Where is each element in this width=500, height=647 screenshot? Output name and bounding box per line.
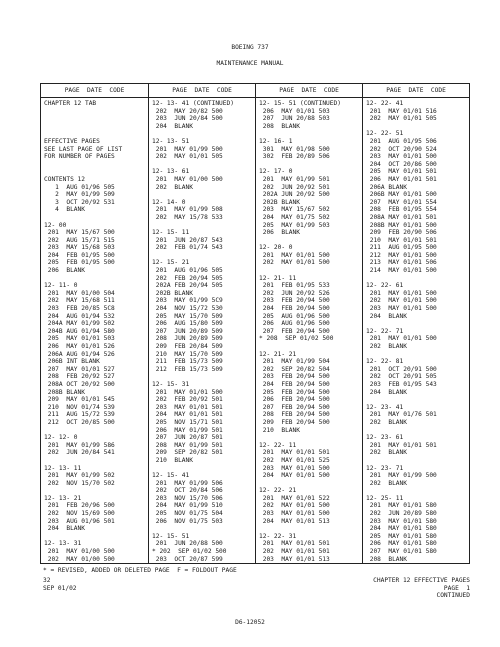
entry-line: 201 MAY 01/01 501 <box>259 540 330 548</box>
entry-line: 207 JUN 20/88 503 <box>259 115 330 123</box>
entry-line: 203 FEB 20/94 500 <box>259 297 330 305</box>
entry-line <box>366 487 468 495</box>
entry-line: 203 JUN 20/84 500 <box>152 115 223 123</box>
entry-line: 201 MAY 01/01 500 <box>152 388 223 396</box>
entry-line: 208 MAY 01/99 501 <box>152 441 223 449</box>
table-column-1 <box>41 84 148 563</box>
entry-line <box>152 252 254 260</box>
entry-line <box>152 161 254 169</box>
entry-line: 12- 25- 11 <box>366 494 404 502</box>
entry-line: 12- 15- 21 <box>152 259 190 267</box>
entry-line: 204 BLANK <box>366 312 407 320</box>
entry-line: 203 MAY 01/01 580 <box>366 517 437 525</box>
entry-line: 204 BLANK <box>44 525 85 533</box>
entry-line: 204 OCT 20/86 500 <box>366 160 437 168</box>
entry-line: 12- 23- 41 <box>366 403 404 411</box>
entry-line: 203 MAY 01/99 5C9 <box>152 297 223 305</box>
entry-line: 206 AUG 15/80 509 <box>152 320 223 328</box>
manual-title: BOEING 737 <box>231 44 269 51</box>
entry-line: 202 OCT 20/90 524 <box>366 145 437 153</box>
entry-line: 12- 22- 81 <box>366 358 404 366</box>
entry-line: 202 MAY 01/01 505 <box>366 115 437 123</box>
entry-line: 202 MAY 01/00 500 <box>44 555 115 563</box>
entry-line: 201 MAY 01/01 501 <box>259 449 330 457</box>
entry-line: 12- 22- 51 <box>366 130 404 138</box>
entry-line <box>44 275 147 283</box>
entry-line: 201 MAY 01/99 506 <box>152 479 223 487</box>
entry-line: 205 FEB 20/94 500 <box>259 388 330 396</box>
entry-line: 202 FEB 01/74 543 <box>152 244 223 252</box>
entry-line <box>44 130 147 138</box>
entry-line: 201 MAY 15/67 500 <box>44 229 115 237</box>
entry-line: 204 FEB 20/94 500 <box>259 380 330 388</box>
entry-line: 213 MAY 01/01 506 <box>366 259 437 267</box>
entry-line <box>44 427 147 435</box>
entry-line: 204 MAY 01/99 510 <box>152 502 223 510</box>
entry-line: 201 FEB 20/96 500 <box>44 502 115 510</box>
entry-line <box>366 320 468 328</box>
entry-line: 203 MAY 01/01 500 <box>366 153 437 161</box>
entry-line <box>152 373 254 381</box>
column-entries <box>259 100 361 563</box>
entry-line: 202 BLANK <box>366 449 407 457</box>
entry-line: 205 MAY 01/99 503 <box>259 221 330 229</box>
entry-line: * 202 SEP 01/02 500 <box>152 548 227 556</box>
entry-line: 203 MAY 01/01 500 <box>259 464 330 472</box>
entry-line: 204A MAY 01/99 502 <box>44 320 115 328</box>
entry-line: 202B BLANK <box>259 198 300 206</box>
footer-revision-date: SEP 01/02 <box>43 584 77 592</box>
entry-line: 202 BLANK <box>366 418 407 426</box>
entry-line: 12- 22- 41 <box>366 100 404 107</box>
entry-line <box>44 487 147 495</box>
entry-line: 208 FEB 01/95 554 <box>366 206 437 214</box>
entry-line: 2 MAY 01/99 509 <box>44 191 115 199</box>
entry-line: 208 FEB 20/92 527 <box>44 373 115 381</box>
entry-line: 211 FEB 15/73 509 <box>152 358 223 366</box>
entry-line: 201 AUG 01/95 506 <box>366 137 437 145</box>
entry-line: 302 FEB 20/89 506 <box>259 153 330 161</box>
entry-line: 12- 13- 51 <box>152 137 190 145</box>
entry-line <box>44 168 147 176</box>
entry-line: 206 BLANK <box>44 267 85 275</box>
entry-line: 206 MAY 01/99 501 <box>152 426 223 434</box>
column-entries <box>44 100 147 563</box>
entry-line: FOR NUMBER OF PAGES <box>44 153 115 161</box>
entry-line: 12- 11- 0 <box>44 282 78 290</box>
entry-line: 209 FEB 20/90 506 <box>366 229 437 237</box>
entry-line: 206 AUG 01/96 500 <box>259 320 330 328</box>
entry-line: 202 NOV 15/69 500 <box>44 510 115 518</box>
entry-line: 12- 13- 31 <box>44 540 82 548</box>
entry-line: 212 MAY 01/01 500 <box>366 251 437 259</box>
entry-line: 209 FEB 20/94 500 <box>259 418 330 426</box>
entry-line: 12- 20- 0 <box>259 244 293 252</box>
entry-line: 210 MAY 15/70 509 <box>152 350 223 358</box>
entry-line: 12- 13- 61 <box>152 168 190 176</box>
entry-line: 3 OCT 20/92 531 <box>44 198 115 206</box>
entry-line: 204 FEB 20/94 500 <box>259 305 330 313</box>
entry-line: 201 MAY 01/99 586 <box>44 441 115 449</box>
entry-line <box>366 396 468 404</box>
entry-line: 12- 00 <box>44 221 67 229</box>
entry-line: 12- 22- 21 <box>259 487 297 495</box>
entry-line: 201 MAY 01/01 580 <box>366 502 437 510</box>
entry-line: 206B MAY 01/01 500 <box>366 191 437 199</box>
entry-line: 12- 22- 71 <box>366 327 404 335</box>
entry-line: 208 BLANK <box>259 122 300 130</box>
entry-line <box>259 480 361 488</box>
entry-line: 202 JUN 20/84 541 <box>44 449 115 457</box>
entry-line: 201 MAY 01/01 522 <box>259 494 330 502</box>
entry-line: 201 MAY 01/01 516 <box>366 107 437 115</box>
entry-line <box>44 161 147 169</box>
entry-line: 12- 21- 21 <box>259 350 297 358</box>
entry-line: 201 MAY 01/01 500 <box>366 335 437 343</box>
entry-line: 204 BLANK <box>152 122 193 130</box>
entry-line: 202 BLANK <box>152 183 193 191</box>
entry-line: 204 MAY 01/01 513 <box>259 517 330 525</box>
entry-line: 207 FEB 20/94 500 <box>259 327 330 335</box>
entry-line: 208 BLANK <box>366 555 407 563</box>
entry-line: 201 JUN 20/87 543 <box>152 236 223 244</box>
entry-line: 201 JUN 20/88 500 <box>152 540 223 548</box>
entry-line: 12- 22- 31 <box>259 532 297 540</box>
entry-line: 208 FEB 20/94 500 <box>259 411 330 419</box>
entry-line: 212 OCT 20/85 500 <box>44 418 115 426</box>
entry-line: 1 AUG 01/96 505 <box>44 183 115 191</box>
entry-line: 12- 23- 61 <box>366 434 404 442</box>
entry-line: 206 NOV 01/75 503 <box>152 517 223 525</box>
entry-line <box>152 191 254 199</box>
entry-line: CHAPTER 12 TAB <box>44 100 97 107</box>
footer-continued: CONTINUED <box>436 592 470 600</box>
entry-line: 203 MAY 15/68 503 <box>44 244 115 252</box>
entry-line <box>152 130 254 138</box>
entry-line: 201 FEB 01/95 533 <box>259 282 330 290</box>
entry-line: 4 BLANK <box>44 206 85 214</box>
entry-line: 202 BLANK <box>366 343 407 350</box>
table-column-2 <box>148 84 255 563</box>
entry-line: 204 MAY 01/01 500 <box>259 472 330 480</box>
entry-line: 12- 22- 11 <box>259 441 297 449</box>
entry-line: SEE LAST PAGE OF LIST <box>44 145 123 153</box>
entry-line: 202 AUG 15/71 515 <box>44 236 115 244</box>
entry-line: 202 BLANK <box>366 479 407 487</box>
entry-line <box>259 525 361 533</box>
entry-line: 202 MAY 20/82 500 <box>152 107 223 115</box>
entry-line: 203 OCT 20/87 599 <box>152 555 223 563</box>
column-header: PAGE DATE CODE <box>149 84 255 98</box>
entry-line: 12- 13- 41 (CONTINUED) <box>152 100 234 107</box>
entry-line: 210 MAY 01/01 501 <box>366 236 437 244</box>
entry-line: 214 MAY 01/01 500 <box>366 267 437 275</box>
entry-line <box>152 222 254 230</box>
entry-line: 301 MAY 01/98 500 <box>259 145 330 153</box>
entry-line: 204 NOV 15/72 530 <box>152 305 223 313</box>
entry-line: 204 FEB 01/95 500 <box>44 251 115 259</box>
entry-line <box>366 427 468 435</box>
entry-line: 12- 22- 61 <box>366 282 404 290</box>
entry-line: 201 MAY 01/01 500 <box>259 251 330 259</box>
entry-line: 203 MAY 01/01 513 <box>259 555 330 563</box>
manual-subtitle: MAINTENANCE MANUAL <box>216 60 284 67</box>
entry-line: 205 MAY 01/01 580 <box>366 532 437 540</box>
entry-line: 12- 14- 0 <box>152 198 186 206</box>
entry-line <box>259 267 361 275</box>
footer-page-number: PAGE 1 <box>443 584 470 592</box>
entry-line: 208B MAY 01/01 500 <box>366 221 437 229</box>
entry-line: 208A MAY 01/01 501 <box>366 213 437 221</box>
entry-line: 201 MAY 01/99 508 <box>152 206 223 214</box>
entry-line: 202 MAY 01/01 501 <box>259 548 330 556</box>
entry-line: 12- 15- 51 <box>152 532 190 540</box>
entry-line: 204B AUG 01/94 580 <box>44 327 115 335</box>
entry-line: 201 MAY 01/99 500 <box>366 472 437 480</box>
entry-line: EFFECTIVE PAGES <box>44 137 100 145</box>
entry-line: 203 NOV 15/70 506 <box>152 494 223 502</box>
entry-line: 207 MAY 01/01 554 <box>366 198 437 206</box>
entry-line <box>44 457 147 465</box>
entry-line: 201 AUG 01/96 505 <box>152 267 223 275</box>
entry-line: 202A FEB 20/94 505 <box>152 282 223 290</box>
entry-line: 202 MAY 01/01 500 <box>366 297 437 305</box>
footer-revision-number: 32 <box>43 577 51 584</box>
footer-right <box>373 577 470 600</box>
entry-line: 12- 15- 51 (CONTINUED) <box>259 100 341 107</box>
entry-line: 202 SEP 20/82 504 <box>259 365 330 373</box>
entry-line: 206 MAY 01/01 503 <box>259 107 330 115</box>
entry-line: 207 MAY 01/01 527 <box>44 365 115 373</box>
entry-line: CONTENTS 12 <box>44 175 85 183</box>
entry-line <box>366 457 468 465</box>
entry-line: 212 FEB 15/73 509 <box>152 365 223 373</box>
entry-line: 211 AUG 01/95 500 <box>366 244 437 252</box>
entry-line: 203 MAY 01/01 500 <box>366 305 437 313</box>
entry-line: 205 MAY 15/70 509 <box>152 312 223 320</box>
entry-line: 201 MAY 01/99 501 <box>259 175 330 183</box>
footer-left <box>43 577 77 592</box>
entry-line <box>259 130 361 138</box>
entry-line <box>44 123 147 131</box>
entry-line: 202B BLANK <box>152 289 193 297</box>
entry-line: 202 MAY 01/01 500 <box>259 502 330 510</box>
entry-line <box>259 237 361 245</box>
entry-line: 202A JUN 20/92 500 <box>259 191 330 199</box>
entry-line: 205 NOV 15/71 501 <box>152 418 223 426</box>
entry-line: 210 BLANK <box>152 456 193 464</box>
entry-line: 210 NOV 01/74 539 <box>44 403 115 411</box>
entry-line: 201 MAY 01/01 500 <box>366 289 437 297</box>
entry-line <box>44 115 147 123</box>
entry-line: 206 FEB 20/94 500 <box>259 396 330 404</box>
entry-line: 202 MAY 01/01 525 <box>259 456 330 464</box>
entry-line: 12- 21- 11 <box>259 274 297 282</box>
entry-line <box>259 434 361 442</box>
entry-line: 210 BLANK <box>259 426 300 434</box>
entry-line: 202 OCT 20/84 506 <box>152 487 223 495</box>
entry-line: 202 OCT 20/91 505 <box>366 373 437 381</box>
entry-line: 206 MAY 01/01 580 <box>366 540 437 548</box>
column-entries <box>152 100 254 563</box>
table-column-4 <box>362 84 469 563</box>
entry-line: 12- 23- 71 <box>366 464 404 472</box>
entry-line <box>366 123 468 131</box>
entry-line <box>44 533 147 541</box>
entry-line: 204 BLANK <box>366 388 407 396</box>
entry-line: 206A BLANK <box>366 183 407 191</box>
entry-line: 203 FEB 20/94 500 <box>259 373 330 381</box>
entry-line: 211 AUG 15/72 539 <box>44 411 115 419</box>
entry-line: 205 FEB 01/95 500 <box>44 259 115 267</box>
entry-line <box>152 465 254 473</box>
entry-line: 207 JUN 20/87 501 <box>152 434 223 442</box>
entry-line <box>366 351 468 359</box>
entry-line: 205 MAY 01/01 503 <box>44 335 115 343</box>
entry-line: 209 FEB 20/84 509 <box>152 343 223 350</box>
entry-line: 203 MAY 01/01 500 <box>259 510 330 518</box>
footer-section-title: CHAPTER 12 EFFECTIVE PAGES <box>373 577 470 584</box>
entry-line: 205 AUG 01/96 500 <box>259 312 330 320</box>
entry-line: * 208 SEP 01/02 500 <box>259 335 334 343</box>
effective-pages-table <box>40 83 470 564</box>
entry-line <box>366 275 468 283</box>
entry-line: 204 AUG 01/94 532 <box>44 312 115 320</box>
entry-line: 204 MAY 01/75 502 <box>259 213 330 221</box>
entry-line: 203 FEB 20/85 5C8 <box>44 305 115 313</box>
entry-line: 12- 15- 11 <box>152 229 190 237</box>
entry-line: 205 NOV 01/75 504 <box>152 510 223 518</box>
entry-line <box>259 343 361 351</box>
table-column-3 <box>255 84 362 563</box>
entry-line: 201 MAY 01/76 501 <box>366 411 437 419</box>
entry-line: 12- 12- 0 <box>44 434 78 442</box>
entry-line: 12- 13- 21 <box>44 494 82 502</box>
entry-line: 208A OCT 20/92 500 <box>44 380 115 388</box>
entry-line: 206B INT BLANK <box>44 358 100 366</box>
entry-line: 205 MAY 01/01 501 <box>366 168 437 176</box>
entry-line: 202 MAY 01/01 505 <box>152 153 223 161</box>
entry-line: 209 SEP 20/82 501 <box>152 449 223 457</box>
entry-line: 12- 15- 31 <box>152 380 190 388</box>
entry-line: 203 MAY 01/01 501 <box>152 403 223 411</box>
entry-line: 202 FEB 20/94 505 <box>152 274 223 282</box>
entry-line: 203 MAY 15/67 502 <box>259 206 330 214</box>
column-entries <box>366 100 468 563</box>
revision-legend: * = REVISED, ADDED OR DELETED PAGE F = FOLDOUT PAGE <box>43 567 237 574</box>
entry-line <box>44 214 147 222</box>
entry-line: 203 AUG 01/96 501 <box>44 517 115 525</box>
entry-line: 202 NOV 15/70 502 <box>44 479 115 487</box>
entry-line: 202 FEB 20/92 501 <box>152 396 223 404</box>
entry-line: 208 JUN 20/89 509 <box>152 335 223 343</box>
entry-line: 12- 17- 0 <box>259 168 293 176</box>
entry-line: 201 MAY 01/00 504 <box>44 289 115 297</box>
entry-line: 201 OCT 20/91 500 <box>366 365 437 373</box>
entry-line: 202 JUN 20/92 526 <box>259 289 330 297</box>
entry-line: 204 MAY 01/01 501 <box>152 411 223 419</box>
entry-line: 201 MAY 01/99 502 <box>44 472 115 480</box>
entry-line: 207 JUN 20/89 509 <box>152 327 223 335</box>
entry-line: 206 MAY 01/01 526 <box>44 343 115 350</box>
entry-line: 202 MAY 01/01 500 <box>259 259 330 267</box>
entry-line: 202 MAY 15/68 511 <box>44 297 115 305</box>
entry-line: 202 JUN 20/92 501 <box>259 183 330 191</box>
entry-line <box>259 161 361 169</box>
entry-line: 204 MAY 01/01 580 <box>366 525 437 533</box>
entry-line: 207 MAY 01/01 580 <box>366 548 437 556</box>
entry-line: 201 MAY 01/01 501 <box>366 441 437 449</box>
entry-line <box>152 525 254 533</box>
document-number: D6-12052 <box>235 619 265 626</box>
entry-line: 201 MAY 01/99 504 <box>259 358 330 366</box>
column-header: PAGE DATE CODE <box>256 84 362 98</box>
entry-line: 12- 13- 11 <box>44 464 82 472</box>
column-header: PAGE DATE CODE <box>363 84 469 98</box>
entry-line: 202 JUN 20/89 580 <box>366 510 437 518</box>
entry-line: 201 MAY 01/99 500 <box>152 145 223 153</box>
column-header: PAGE DATE CODE <box>41 84 148 98</box>
entry-line: 208B BLANK <box>44 388 85 396</box>
entry-line: 206 MAY 01/01 501 <box>366 175 437 183</box>
entry-line: 12- 15- 41 <box>152 472 190 480</box>
entry-line: 12- 16- 1 <box>259 137 293 145</box>
entry-line <box>44 108 147 116</box>
entry-line: 203 FEB 01/95 543 <box>366 380 437 388</box>
entry-line: 207 FEB 20/94 500 <box>259 403 330 411</box>
entry-line: 201 MAY 01/00 500 <box>152 175 223 183</box>
entry-line: 209 MAY 01/01 545 <box>44 396 115 404</box>
entry-line: 202 MAY 15/78 533 <box>152 213 223 221</box>
entry-line: 201 MAY 01/00 500 <box>44 548 115 556</box>
entry-line: 206 BLANK <box>259 229 300 237</box>
entry-line: 206A AUG 01/94 526 <box>44 350 115 358</box>
